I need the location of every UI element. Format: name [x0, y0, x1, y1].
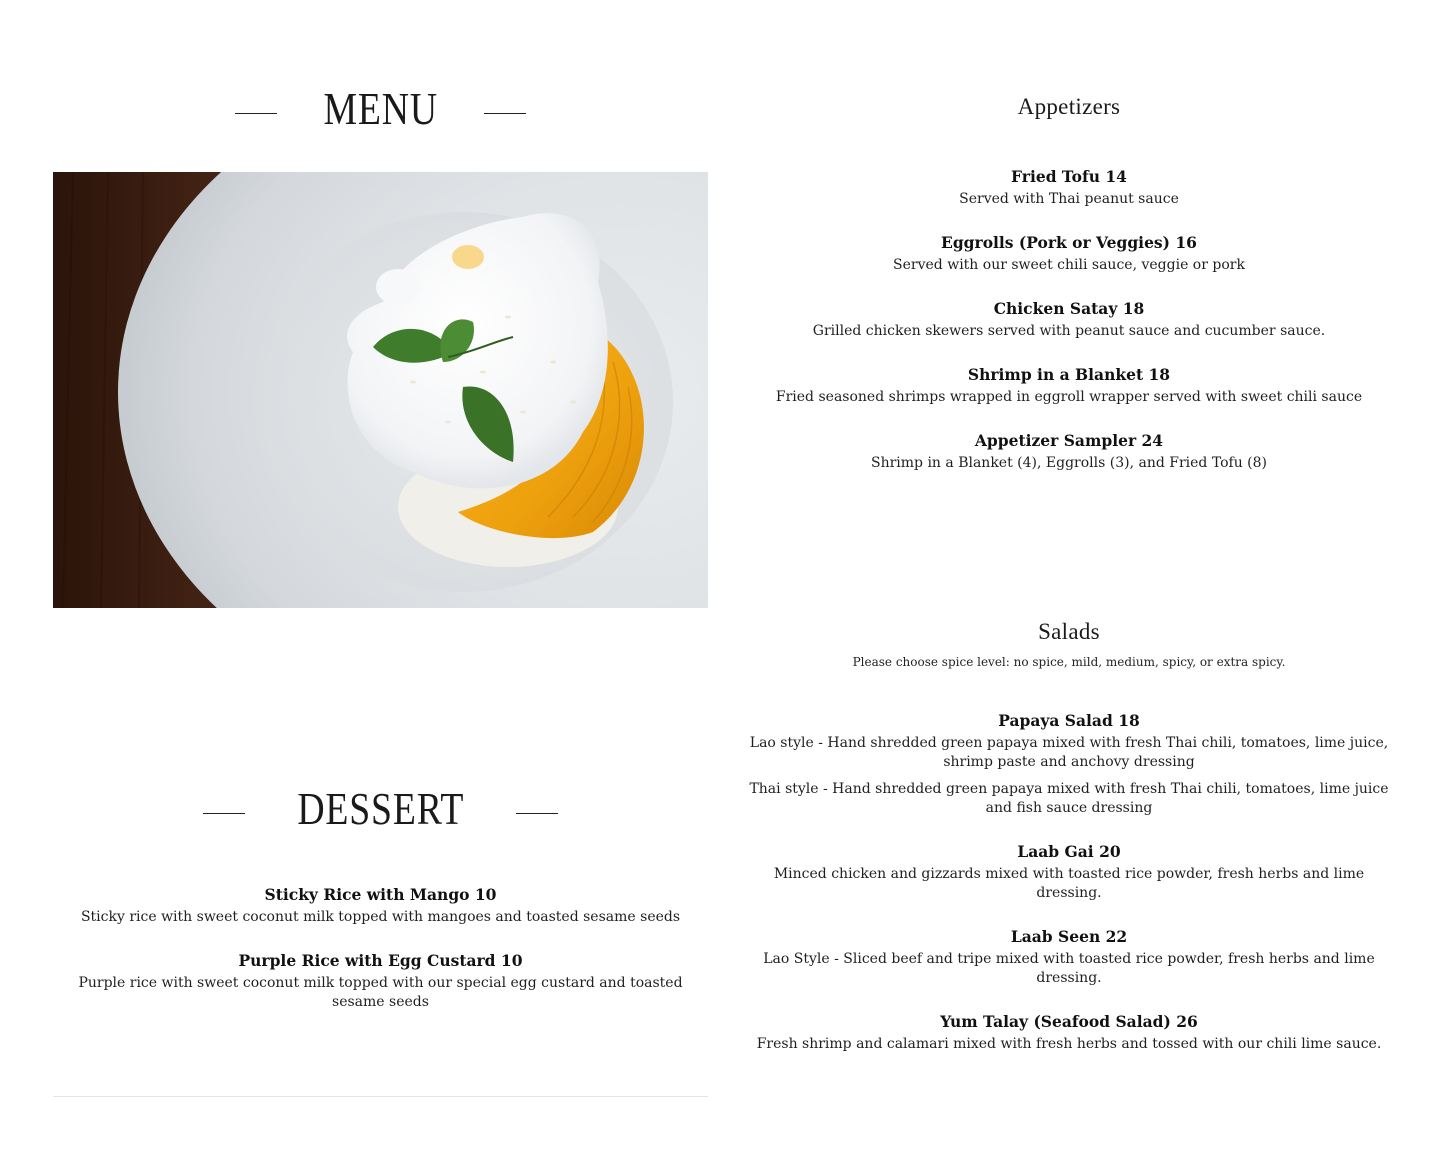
- dessert-heading: [53, 778, 708, 838]
- divider: [53, 1096, 708, 1097]
- item-description: Shrimp in a Blanket (4), Eggrolls (3), and Fried Tofu (8): [870, 455, 1267, 471]
- item-description: Fried seasoned shrimps wrapped in eggroll wrapper served with sweet chili sauce: [775, 389, 1363, 405]
- menu-item: [738, 710, 1400, 818]
- hero-image: [53, 172, 708, 608]
- item-description: Sticky rice with sweet coconut milk topped with mangoes and toasted sesame seeds: [80, 909, 681, 925]
- item-name: Chicken Satay 18: [993, 299, 1145, 318]
- heading-rule-right: [516, 813, 558, 814]
- item-name: Laab Seen 22: [1010, 927, 1128, 946]
- item-description: Lao Style - Sliced beef and tripe mixed with toasted rice powder, fresh herbs and lime dressing.: [763, 951, 1375, 986]
- menu-title: MENU: [323, 82, 438, 134]
- item-name: Appetizer Sampler 24: [974, 431, 1164, 450]
- appetizers-title: Appetizers: [1017, 94, 1121, 119]
- heading-rule-left: [203, 813, 245, 814]
- menu-item: [738, 1011, 1400, 1054]
- heading-rule-right: [484, 113, 526, 114]
- menu-item: [738, 364, 1400, 407]
- item-name: Shrimp in a Blanket 18: [967, 365, 1171, 384]
- menu-item: [738, 430, 1400, 473]
- spice-level-note: Please choose spice level: no spice, mild, medium, spicy, or extra spicy.: [852, 655, 1286, 669]
- salads-list: [738, 710, 1400, 1077]
- sticky-rice-mango-photo: [53, 172, 708, 608]
- menu-item: [738, 926, 1400, 988]
- item-name: Sticky Rice with Mango 10: [264, 885, 497, 904]
- menu-item: [53, 884, 708, 927]
- item-description: Served with our sweet chili sauce, veggie or pork: [893, 257, 1245, 273]
- menu-item: [738, 166, 1400, 209]
- item-description: Minced chicken and gizzards mixed with toasted rice powder, fresh herbs and lime dressing.: [773, 866, 1365, 901]
- menu-heading: [53, 78, 708, 138]
- item-name: Yum Talay (Seafood Salad) 26: [940, 1012, 1198, 1031]
- menu-item: [738, 841, 1400, 903]
- item-name: Papaya Salad 18: [998, 711, 1140, 730]
- menu-item: [53, 950, 708, 1012]
- item-description: Lao style - Hand shredded green papaya mixed with fresh Thai chili, tomatoes, lime juice, shrimp paste and anchovy dressing: [749, 735, 1389, 770]
- menu-item: [738, 298, 1400, 341]
- dessert-title: DESSERT: [297, 782, 464, 834]
- item-description-alt: Thai style - Hand shredded green papaya mixed with fresh Thai chili, tomatoes, lime juice and fish sauce dressing: [749, 781, 1389, 816]
- item-name: Eggrolls (Pork or Veggies) 16: [941, 233, 1197, 252]
- appetizers-list: [738, 166, 1400, 496]
- menu-item: [738, 232, 1400, 275]
- salads-title: Salads: [1038, 619, 1100, 644]
- item-description: Fresh shrimp and calamari mixed with fresh herbs and tossed with our chili lime sauce.: [756, 1036, 1382, 1052]
- heading-rule-left: [235, 113, 277, 114]
- item-description: Served with Thai peanut sauce: [959, 191, 1179, 207]
- right-column: [738, 0, 1400, 1153]
- item-description: Grilled chicken skewers served with peanut sauce and cucumber sauce.: [812, 323, 1326, 339]
- salads-header: [738, 619, 1400, 669]
- item-name: Laab Gai 20: [1017, 842, 1121, 861]
- item-name: Purple Rice with Egg Custard 10: [238, 951, 523, 970]
- item-description: Purple rice with sweet coconut milk topped with our special egg custard and toasted sesame seeds: [78, 975, 683, 1010]
- item-name: Fried Tofu 14: [1011, 167, 1127, 186]
- dessert-list: [53, 884, 708, 1035]
